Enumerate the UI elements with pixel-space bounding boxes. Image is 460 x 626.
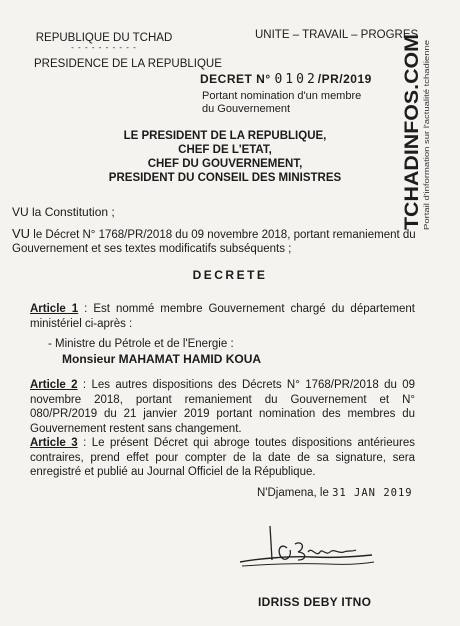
separator-dots: - - - - - - - - - - <box>71 43 137 52</box>
place-label: N'Djamena, le <box>257 487 329 499</box>
national-motto: UNITE – TRAVAIL – PROGRES <box>255 29 419 41</box>
decrete-heading: DECRETE <box>192 268 268 282</box>
article-label: Article 3 <box>30 437 78 449</box>
vu-label: VU <box>12 226 31 241</box>
decree-subject: Portant nomination d'un membre du Gouvernement <box>202 90 362 115</box>
republic-label: REPUBLIQUE DU TCHAD <box>35 32 173 44</box>
vu-constitution <box>12 205 115 219</box>
presidency-label: PRESIDENCE DE LA REPUBLIQUE <box>34 58 222 70</box>
president-titles <box>105 129 345 185</box>
article-2 <box>30 378 415 436</box>
vu-decree-text: le Décret N° 1768/PR/2018 du 09 novembre 2018, portant remaniement du Gouvernement et ses textes modificatifs subséquents ; <box>12 229 416 255</box>
decree-suffix: /PR/2019 <box>317 72 372 86</box>
title-line: PRESIDENT DU CONSEIL DES MINISTRES <box>108 172 342 184</box>
place-date <box>257 487 413 499</box>
article-text: : Est nommé membre Gouvernement chargé du département ministériel ci-après : <box>30 303 415 330</box>
article-text: : Les autres dispositions des Décrets N° 1768/PR/2018 du 09 novembre 2018, portant remaniement du Gouvernement et N° 080/PR/2019 du 21 janvier 2019 portant nomination des membres du Gouvernement restent sans changement. <box>30 379 415 435</box>
decree-number-value: 0102 <box>274 72 318 87</box>
title-line: CHEF DE L'ETAT, <box>178 144 272 156</box>
title-line: CHEF DU GOUVERNEMENT, <box>147 158 303 170</box>
decree-prefix: DECRET N° <box>200 72 271 86</box>
title-line: LE PRESIDENT DE LA REPUBLIQUE, <box>123 130 327 142</box>
article-3 <box>30 436 415 480</box>
signature-image <box>232 522 382 592</box>
decree-number <box>200 72 372 87</box>
ministry-name: - Ministre du Pétrole et de l'Energie : <box>48 338 234 350</box>
logo-tagline: Portail d'information sur l'actualité tchadienne <box>424 89 431 230</box>
appointee-name: Monsieur MAHAMAT HAMID KOUA <box>62 352 262 366</box>
article-text: : Le présent Décret qui abroge toutes dispositions antérieures contraires, prend effet pour compter de la date de sa signature, sera enregistré et publié au Journal Officiel de la République. <box>30 437 415 478</box>
vu-decree <box>12 227 417 256</box>
vu-label: VU <box>12 205 29 219</box>
logo-name: TCHADINFOS.COM <box>402 55 423 230</box>
header-left <box>34 31 222 71</box>
article-label: Article 2 <box>30 379 78 391</box>
date-stamp: 31 JAN 2019 <box>332 487 413 499</box>
article-1 <box>30 302 415 331</box>
vu-constitution-text: la Constitution ; <box>32 205 115 219</box>
tchadinfos-logo <box>396 30 436 230</box>
article-label: Article 1 <box>30 303 79 315</box>
signatory-name: IDRISS DEBY ITNO <box>258 595 372 609</box>
